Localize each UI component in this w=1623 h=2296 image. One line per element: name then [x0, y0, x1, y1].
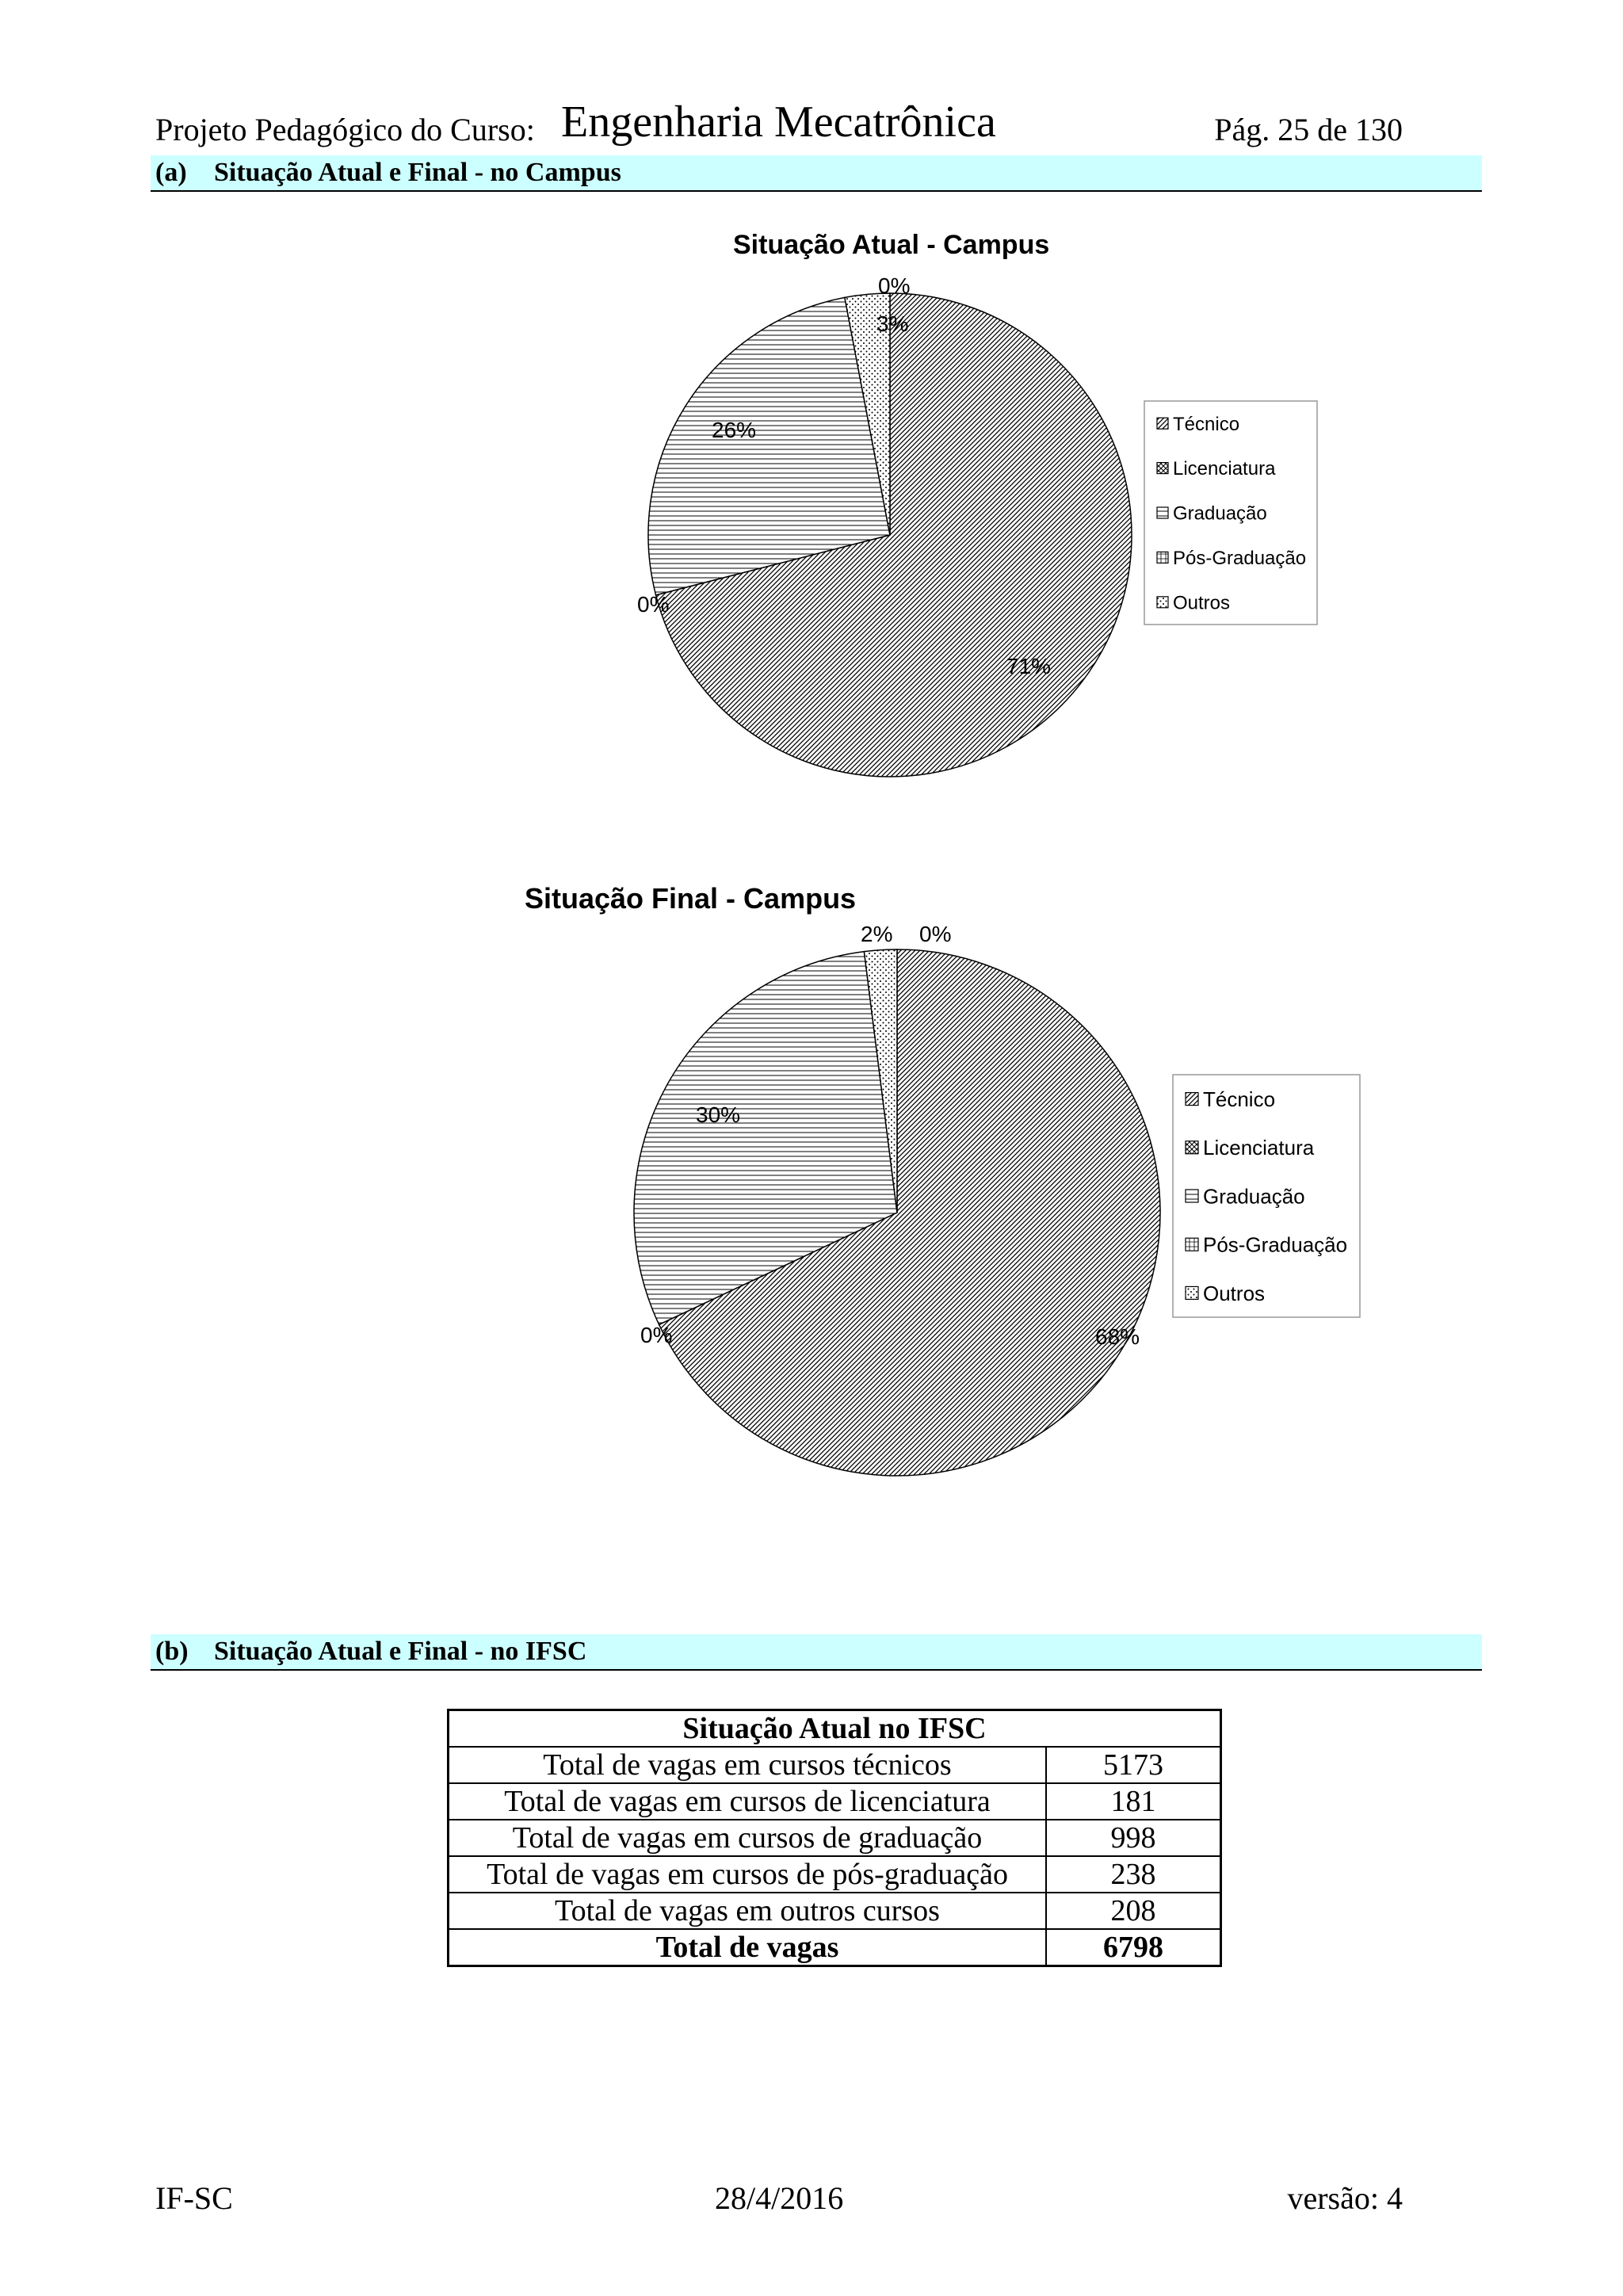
legend-swatch — [1186, 1238, 1198, 1251]
legend-swatch — [1157, 418, 1168, 429]
pie-chart-current — [507, 214, 1331, 800]
footer-institution: IF-SC — [155, 2180, 233, 2216]
data-label: 68% — [1095, 1324, 1140, 1349]
legend-swatch — [1186, 1286, 1198, 1299]
total-value: 6798 — [1046, 1929, 1221, 1966]
course-name: Engenharia Mecatrônica — [561, 97, 996, 147]
legend-swatch — [1157, 463, 1168, 474]
pie-chart-svg — [507, 869, 1379, 1487]
chart-title: Situação Atual - Campus — [733, 230, 1050, 260]
legend-label: Pós-Graduação — [1203, 1232, 1348, 1257]
row-value: 998 — [1046, 1820, 1221, 1856]
row-label: Total de vagas em cursos de graduação — [449, 1820, 1047, 1856]
legend-swatch — [1157, 552, 1168, 563]
data-label: 3% — [876, 311, 909, 336]
row-label: Total de vagas em cursos técnicos — [449, 1747, 1047, 1783]
legend-label: Graduação — [1203, 1184, 1305, 1209]
page-footer — [155, 2179, 1403, 2227]
row-value: 208 — [1046, 1893, 1221, 1929]
section-b-label: (b) — [155, 1637, 189, 1666]
footer-date: 28/4/2016 — [715, 2180, 844, 2216]
pie-chart-svg — [507, 214, 1331, 800]
table-title: Situação Atual no IFSC — [449, 1710, 1221, 1748]
data-label: 0% — [640, 1323, 673, 1347]
data-label: 30% — [696, 1102, 741, 1127]
legend-label: Outros — [1203, 1281, 1266, 1305]
page-number: Pág. 25 de 130 — [1214, 112, 1403, 147]
data-label: 0% — [637, 592, 670, 617]
legend-label: Outros — [1173, 592, 1231, 614]
chart-legend — [1144, 401, 1317, 625]
row-label: Total de vagas em outros cursos — [449, 1893, 1047, 1929]
table-row — [449, 1820, 1221, 1856]
legend-label: Técnico — [1203, 1087, 1276, 1111]
table-row — [449, 1893, 1221, 1929]
data-label: 2% — [861, 922, 893, 946]
row-value: 238 — [1046, 1856, 1221, 1893]
section-a-label: (a) — [155, 158, 187, 187]
row-label: Total de vagas em cursos de pós-graduação — [449, 1856, 1047, 1893]
legend-swatch — [1186, 1141, 1198, 1154]
row-value: 5173 — [1046, 1747, 1221, 1783]
footer-version: versão: 4 — [1287, 2180, 1403, 2216]
table-row — [449, 1856, 1221, 1893]
legend-swatch — [1157, 597, 1168, 608]
row-value: 181 — [1046, 1783, 1221, 1820]
pie-chart-final — [507, 869, 1379, 1487]
row-label: Total de vagas em cursos de licenciatura — [449, 1783, 1047, 1820]
legend-label: Técnico — [1173, 413, 1240, 435]
course-prefix: Projeto Pedagógico do Curso: — [155, 112, 535, 147]
data-label: 26% — [712, 418, 757, 442]
page-header — [155, 94, 1403, 157]
vagas-table — [447, 1709, 1222, 1967]
legend-label: Graduação — [1173, 502, 1267, 525]
legend-label: Pós-Graduação — [1173, 548, 1307, 570]
table-total-row — [449, 1929, 1221, 1966]
data-label: 71% — [1006, 654, 1052, 678]
total-label: Total de vagas — [449, 1929, 1047, 1966]
section-a-title: Situação Atual e Final - no Campus — [214, 158, 621, 187]
data-label: 0% — [878, 273, 911, 298]
table-row — [449, 1783, 1221, 1820]
section-b-title: Situação Atual e Final - no IFSC — [214, 1637, 587, 1666]
section-b-heading — [151, 1634, 1482, 1671]
section-a-heading — [151, 155, 1482, 192]
chart-legend — [1173, 1075, 1360, 1317]
legend-swatch — [1186, 1093, 1198, 1106]
data-label: 0% — [919, 922, 952, 946]
chart-title: Situação Final - Campus — [525, 882, 857, 915]
legend-swatch — [1186, 1190, 1198, 1202]
legend-label: Licenciatura — [1203, 1136, 1315, 1160]
table-title-row — [449, 1710, 1221, 1748]
legend-swatch — [1157, 507, 1168, 518]
table-row — [449, 1747, 1221, 1783]
legend-label: Licenciatura — [1173, 458, 1276, 480]
